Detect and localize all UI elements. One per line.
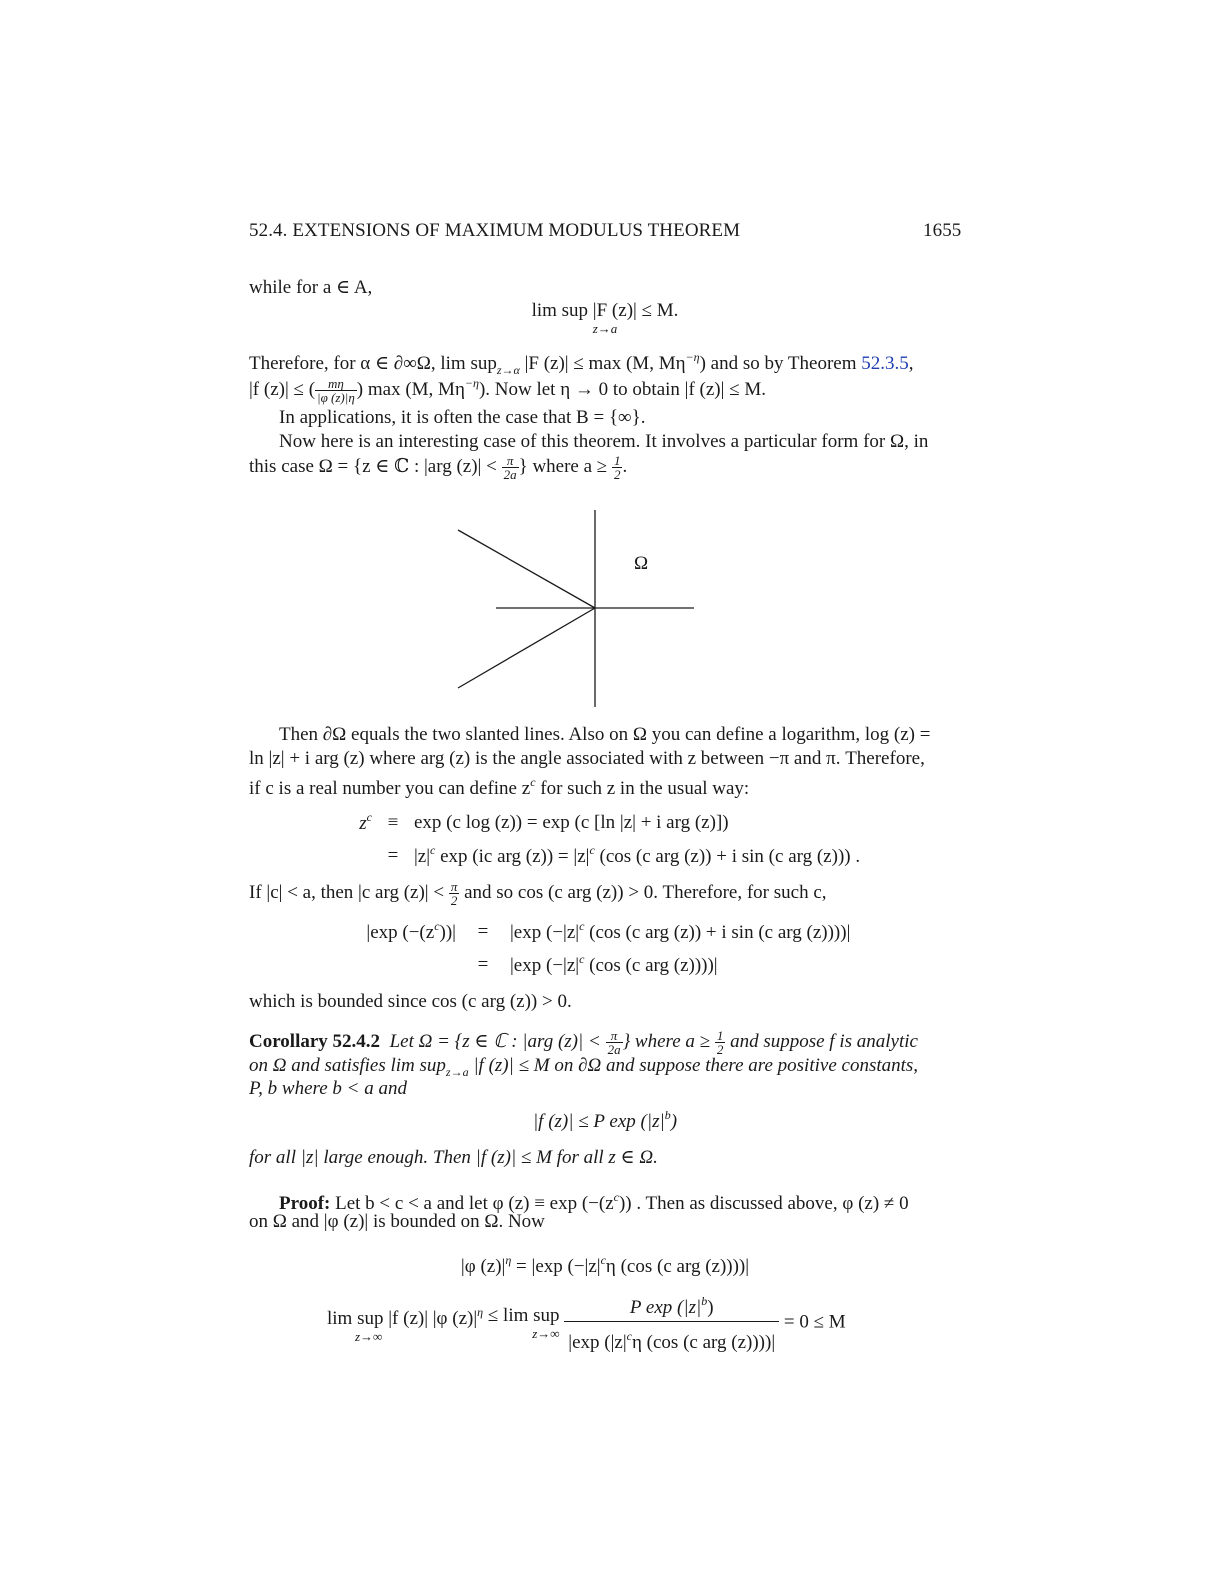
eq-operator: = [387, 844, 399, 866]
cor2-sub: z→a [445, 1065, 469, 1079]
limsup-under: z→a [592, 321, 618, 336]
fbound-part-2: ) max (M, Mη [356, 379, 465, 400]
phidisp-sup2: c [600, 1253, 606, 1267]
equation-array-1 [342, 806, 860, 872]
therefore-part-3: ) and so by Theorem [699, 353, 862, 374]
proof-line-2: on Ω and |φ (z)| is bounded on Ω. Now [249, 1211, 545, 1232]
interesting-part-1: this case Ω = {z ∈ ℂ : |arg (z)| < [249, 455, 502, 477]
eq-lhs: $z^c$ [359, 810, 372, 834]
text-line-interesting-2 [249, 454, 627, 481]
text-line-then-1: Then ∂Ω equals the two slanted lines. Also on Ω you can define a logarithm, log (z) = [279, 724, 931, 745]
text-line-applications: In applications, it is often the case that B = {∞}. [279, 407, 646, 428]
upper-slanted-line [458, 530, 595, 608]
fbound-part-1: |f (z)| ≤ ( [249, 379, 316, 400]
fraction-denominator: 2a [503, 467, 517, 482]
final-lhs-under: z→∞ [355, 1328, 383, 1344]
final-denominator: |exp ($|z|^c\eta$ (cos (c arg (z))))| [568, 1329, 776, 1353]
final-lhs-sup: η [477, 1304, 484, 1319]
phidisp-sup: η [505, 1253, 512, 1267]
cor1-part-3: and suppose f is analytic [725, 1030, 918, 1052]
text-line-bounded: which is bounded since cos (c arg (z)) > 0. [249, 991, 572, 1012]
therefore-part-1: Therefore, for α ∈ ∂∞Ω, lim sup [249, 353, 497, 374]
eq-rhs: |exp ($-|z|^c$ (cos (c arg (z)) + i sin (c arg (z))))| [510, 919, 851, 943]
equation-array-2 [348, 915, 850, 981]
therefore-sup: −η [685, 350, 700, 364]
then3-part-1: if c is a real number you can define z [249, 778, 531, 799]
page-number: 1655 [923, 220, 962, 241]
phidisp-part-3: η (cos (c arg (z))))| [605, 1256, 750, 1277]
eq-rhs: |exp ($-|z|^c$ (cos (c arg (z))))| [510, 952, 718, 976]
fraction-denominator: 2 [613, 467, 621, 482]
cordisp-part-1: |f (z)| ≤ P exp (|z| [532, 1111, 665, 1132]
text-line-if [249, 880, 827, 907]
fraction-m-eta [315, 377, 357, 404]
fraction-numerator: π [450, 879, 458, 894]
omega-label: Ω [634, 553, 649, 574]
text-line-then-2: ln |z| + i arg (z) where arg (z) is the angle associated with z between −π and π. Therefore, [249, 748, 925, 769]
running-title: 52.4. EXTENSIONS OF MAXIMUM MODULUS THEOREM [249, 220, 741, 241]
omega-sector-figure [440, 505, 720, 715]
cor2-part-2: |f (z)| ≤ M on ∂Ω and suppose there are positive constants, [468, 1055, 919, 1076]
proof1-part-1: Let b < c < a and let φ (z) ≡ exp (−(z [335, 1193, 614, 1214]
eq-lhs: |exp $(-(z^c))|$ [366, 919, 456, 943]
text-line-then-3 [249, 771, 749, 800]
final-lhs [327, 1301, 483, 1344]
cor2-part-1: on Ω and satisfies lim sup [249, 1055, 446, 1076]
equation-row [348, 948, 850, 981]
eq-operator: ≡ [387, 811, 399, 833]
phidisp-part-1: |φ (z)| [460, 1256, 506, 1277]
fraction-half [715, 1029, 726, 1056]
text-line-while: while for a ∈ A, [249, 277, 373, 298]
fraction-numerator: mη [315, 377, 357, 391]
cordisp-sup: b [664, 1108, 671, 1122]
corollary-display [480, 1104, 730, 1133]
equation-row [342, 806, 860, 839]
final-display [327, 1290, 846, 1354]
eq-operator: = [477, 920, 489, 942]
phidisp-part-2: = |exp (−|z| [511, 1256, 601, 1277]
then3-part-2: for such z in the usual way: [535, 778, 750, 799]
interesting-part-2: } where a ≥ [518, 455, 612, 477]
lower-slanted-line [458, 608, 595, 688]
fraction-numerator: π [502, 454, 519, 468]
corollary-line-1 [249, 1029, 918, 1056]
cor1-part-2: } where a ≥ [622, 1030, 715, 1052]
theorem-link[interactable]: 52.3.5 [861, 353, 909, 374]
therefore-part-2: |F (z)| ≤ max (M, Mη [519, 353, 686, 374]
proof1-part-2: )) . Then as discussed above, φ (z) ≠ 0 [618, 1193, 909, 1214]
proof1-sup: c [613, 1190, 619, 1204]
phi-display [400, 1249, 810, 1278]
then3-sup: c [530, 775, 536, 789]
eq-rhs: exp (c log (z)) = exp (c [ln |z| + i arg (z)]) [414, 811, 729, 833]
fraction-numerator: π [606, 1029, 623, 1043]
fraction-denominator: 2 [450, 893, 458, 908]
fraction-half [612, 454, 623, 481]
text-line-f-bound [249, 372, 766, 404]
proof-label: Proof: [279, 1193, 331, 1214]
cordisp-part-2: ) [670, 1111, 678, 1132]
fraction-denominator: |φ (z)|η [317, 390, 355, 406]
final-rhs: = 0 ≤ M [783, 1311, 846, 1333]
equation-row [342, 839, 860, 872]
fraction-numerator: 1 [716, 1028, 724, 1043]
fbound-part-3: ). Now let η → 0 to obtain |f (z)| ≤ M. [478, 379, 767, 400]
final-op-under: z→∞ [532, 1325, 560, 1341]
interesting-part-3: . [622, 455, 628, 477]
therefore-part-4: , [908, 353, 914, 374]
fbound-sup: −η [464, 376, 479, 390]
therefore-sub: z→α [496, 363, 520, 377]
final-op [488, 1304, 560, 1341]
fraction-pi-2 [449, 880, 460, 907]
if-part-1: If |c| < a, then |c arg (z)| < [249, 881, 449, 903]
cor1-part-1: Let Ω = {z ∈ ℂ : |arg (z)| < [389, 1030, 606, 1052]
corollary-label: Corollary 52.4.2 [249, 1030, 381, 1052]
final-numerator: P $\exp (|z|^b)$ [564, 1290, 779, 1322]
equation-row [348, 915, 850, 948]
limsup-display [500, 299, 710, 336]
if-part-2: and so cos (c arg (z)) > 0. Therefore, for such c, [459, 881, 827, 903]
limsup-expression: lim sup |F (z)| ≤ M. [531, 300, 679, 321]
fraction-pi-2a [606, 1029, 623, 1056]
fraction-denominator: 2 [716, 1042, 724, 1057]
final-fraction [564, 1290, 779, 1354]
text-line-interesting-1: Now here is an interesting case of this theorem. It involves a particular form for Ω, in [279, 431, 929, 452]
corollary-line-3: P, b where b < a and [249, 1078, 407, 1099]
fraction-denominator: 2a [607, 1042, 621, 1057]
eq-operator: = [477, 953, 489, 975]
fraction-pi-2a [502, 454, 519, 481]
final-lhs-text: lim sup |f (z)| |φ (z)| [327, 1307, 478, 1329]
final-op-text: ≤ lim sup [487, 1304, 560, 1326]
corollary-line-4: for all |z| large enough. Then |f (z)| ≤ M for all z ∈ Ω. [249, 1147, 658, 1168]
fraction-numerator: 1 [613, 453, 621, 468]
eq-rhs: $|z|^c$ exp (ic arg $(z)) = |z|^c$ (cos (c arg (z)) + i sin (c arg (z))) . [414, 843, 861, 867]
